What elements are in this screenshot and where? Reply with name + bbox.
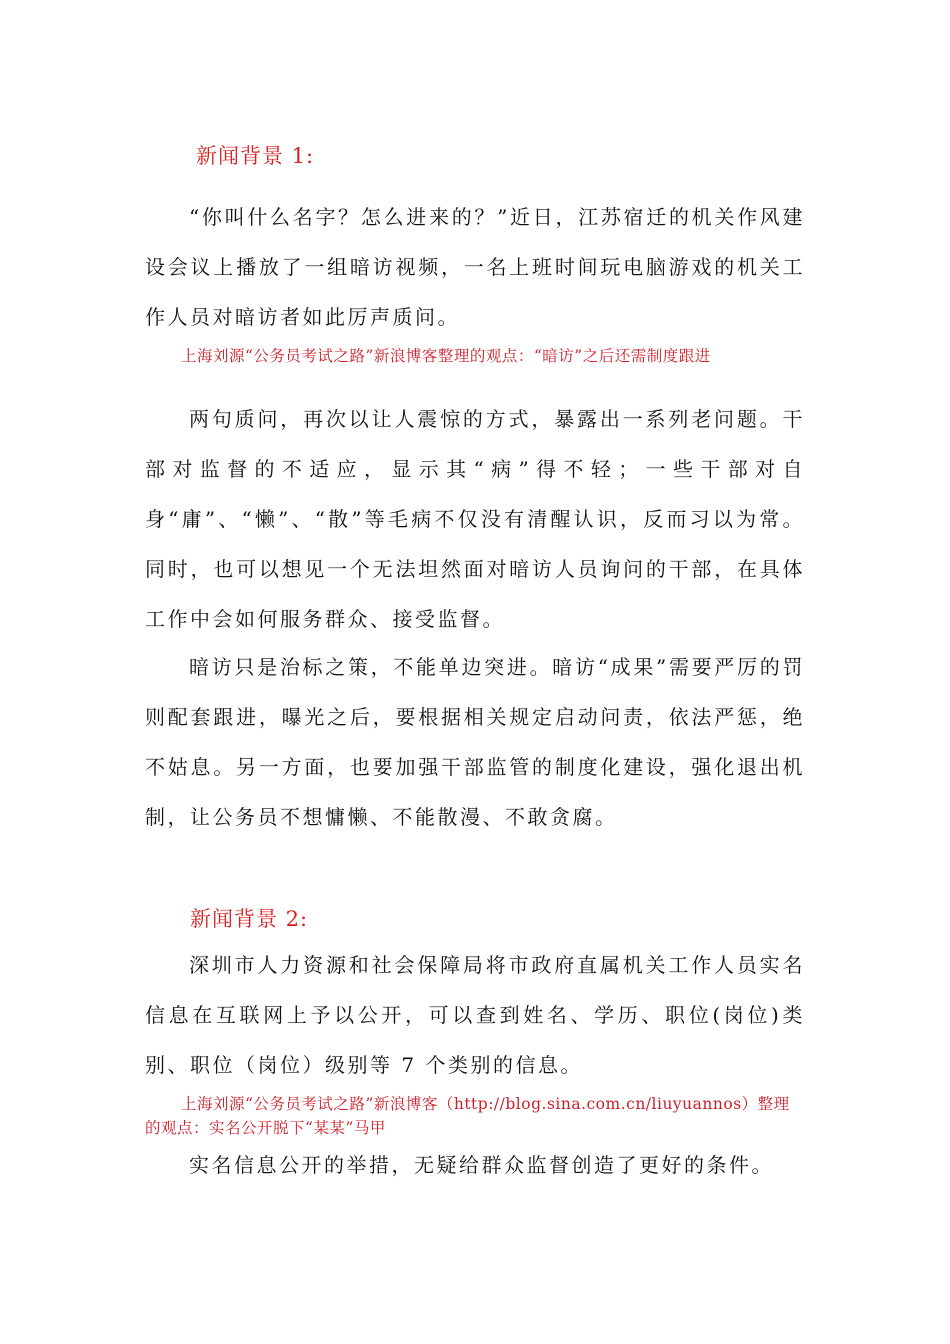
section2-news-paragraph: 深圳市人力资源和社会保障局将市政府直属机关工作人员实名信息在互联网上予以公开，可以查到姓名、学历、职位(岗位)类别、职位（岗位）级别等 7 个类别的信息。 xyxy=(145,953,805,1077)
section1-paragraph-1: 两句质问，再次以让人震惊的方式，暴露出一系列老问题。干部对监督的不适应，显示其“病”得不轻；一些干部对自身“庸”、“懒”、“散”等毛病不仅没有清醒认识，反而习以为常。同时，也可以想见一个无法坦然面对暗访人员询问的干部，在具体工作中会如何服务群众、接受监督。 xyxy=(145,407,805,631)
section1-heading: 新闻背景 1: xyxy=(196,144,315,168)
section2-blog-note: 上海刘源“公务员考试之路”新浪博客（http://blog.sina.com.cn/liuyuannos）整理的观点：实名公开脱下“某某”马甲 xyxy=(145,1095,790,1137)
section2-heading: 新闻背景 2: xyxy=(190,907,309,931)
section1-paragraph-2: 暗访只是治标之策，不能单边突进。暗访“成果”需要严厉的罚则配套跟进，曝光之后，要根据相关规定启动问责，依法严惩，绝不姑息。另一方面，也要加强干部监管的制度化建设，强化退出机制，让公务员不想慵懒、不能散漫、不敢贪腐。 xyxy=(145,655,805,829)
section1-blog-note: 上海刘源“公务员考试之路”新浪博客整理的观点：“暗访”之后还需制度跟进 xyxy=(181,347,711,365)
section1-news-paragraph: “你叫什么名字？怎么进来的？”近日，江苏宿迁的机关作风建设会议上播放了一组暗访视频，一名上班时间玩电脑游戏的机关工作人员对暗访者如此厉声质问。 xyxy=(145,205,805,329)
section2-paragraph-1: 实名信息公开的举措，无疑给群众监督创造了更好的条件。 xyxy=(189,1153,774,1177)
